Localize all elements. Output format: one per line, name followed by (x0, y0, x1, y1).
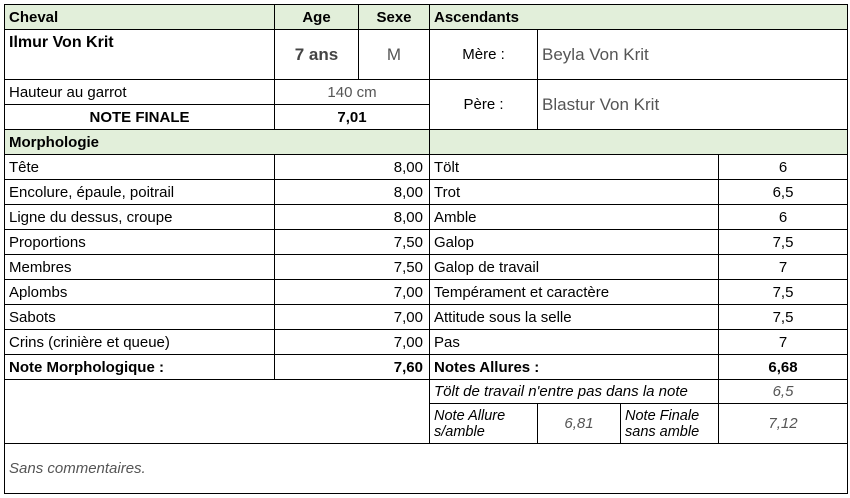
allure-label: Galop de travail (430, 255, 719, 280)
morpho-label: Membres (5, 255, 275, 280)
allure-label: Trot (430, 180, 719, 205)
tolt-travail-label: Tölt de travail n'entre pas dans la note (430, 380, 719, 404)
table-row (5, 280, 848, 305)
note-finale-sans-amble-label: Note Finale sans amble (621, 404, 719, 444)
morphologie-header-row (5, 130, 848, 155)
tolt-travail-row (5, 380, 848, 404)
comment-row (5, 444, 848, 494)
header-sexe: Sexe (359, 5, 430, 30)
header-cheval: Cheval (5, 5, 275, 30)
allure-value: 6,5 (719, 180, 848, 205)
morpho-label: Encolure, épaule, poitrail (5, 180, 275, 205)
header-row (5, 5, 848, 30)
pere-label: Père : (430, 80, 538, 130)
evaluation-table (4, 4, 848, 494)
morpho-value: 7,00 (275, 305, 430, 330)
pere-name: Blastur Von Krit (538, 80, 848, 130)
table-row (5, 230, 848, 255)
morpho-label: Sabots (5, 305, 275, 330)
allure-value: 7,5 (719, 280, 848, 305)
notes-allures-value: 6,68 (719, 355, 848, 380)
allure-value: 6 (719, 155, 848, 180)
morpho-value: 7,50 (275, 230, 430, 255)
morpho-value: 7,50 (275, 255, 430, 280)
horse-name: Ilmur Von Krit (5, 30, 275, 80)
horse-sexe: M (359, 30, 430, 80)
morpho-label: Tête (5, 155, 275, 180)
morpho-value: 7,00 (275, 330, 430, 355)
morpho-label: Ligne du dessus, croupe (5, 205, 275, 230)
note-finale-sans-amble-value: 7,12 (719, 404, 848, 444)
note-allure-sans-amble-label: Note Allure s/amble (430, 404, 538, 444)
header-age: Age (275, 5, 359, 30)
note-finale-label: NOTE FINALE (5, 105, 275, 130)
table-row (5, 255, 848, 280)
note-finale-value: 7,01 (275, 105, 430, 130)
allure-label: Tölt (430, 155, 719, 180)
allure-value: 7 (719, 255, 848, 280)
table-row (5, 155, 848, 180)
table-row (5, 205, 848, 230)
comment-text: Sans commentaires. (5, 444, 848, 494)
horse-row (5, 30, 848, 80)
allure-value: 7,5 (719, 230, 848, 255)
morpho-value: 8,00 (275, 180, 430, 205)
allure-label: Attitude sous la selle (430, 305, 719, 330)
horse-age: 7 ans (275, 30, 359, 80)
allure-label: Tempérament et caractère (430, 280, 719, 305)
note-morphologique-label: Note Morphologique : (5, 355, 275, 380)
allure-value: 6 (719, 205, 848, 230)
hauteur-label: Hauteur au garrot (5, 80, 275, 105)
table-row (5, 330, 848, 355)
table-row (5, 305, 848, 330)
allure-value: 7,5 (719, 305, 848, 330)
mere-label: Mère : (430, 30, 538, 80)
allure-label: Pas (430, 330, 719, 355)
morpho-value: 8,00 (275, 155, 430, 180)
hauteur-value: 140 cm (275, 80, 430, 105)
tolt-travail-value: 6,5 (719, 380, 848, 404)
morphologie-title: Morphologie (5, 130, 430, 155)
note-morphologique-value: 7,60 (275, 355, 430, 380)
totals-row (5, 355, 848, 380)
blank-cell (5, 380, 430, 444)
allure-label: Galop (430, 230, 719, 255)
table-row (5, 180, 848, 205)
note-allure-sans-amble-value: 6,81 (538, 404, 621, 444)
notes-allures-label: Notes Allures : (430, 355, 719, 380)
morpho-label: Proportions (5, 230, 275, 255)
morpho-label: Crins (crinière et queue) (5, 330, 275, 355)
allure-value: 7 (719, 330, 848, 355)
evaluation-sheet (4, 4, 847, 494)
hauteur-row (5, 80, 848, 105)
allure-label: Amble (430, 205, 719, 230)
morpho-value: 7,00 (275, 280, 430, 305)
allures-header-blank (430, 130, 848, 155)
morpho-label: Aplombs (5, 280, 275, 305)
mere-name: Beyla Von Krit (538, 30, 848, 80)
morpho-value: 8,00 (275, 205, 430, 230)
header-ascendants: Ascendants (430, 5, 848, 30)
